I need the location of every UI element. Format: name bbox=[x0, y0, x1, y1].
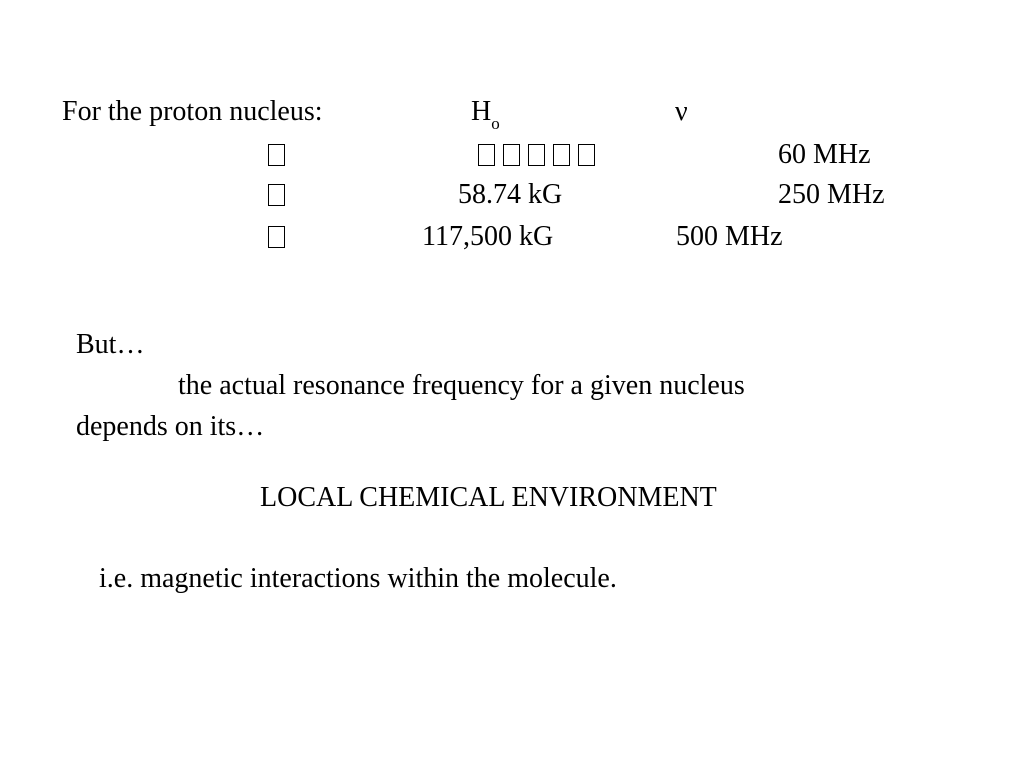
row-2-marker-icon bbox=[268, 181, 285, 209]
local-chemical-environment-heading: LOCAL CHEMICAL ENVIRONMENT bbox=[260, 482, 717, 513]
row-2-frequency: 250 MHz bbox=[778, 179, 885, 210]
row-1-field-missing-glyphs-icon bbox=[478, 141, 603, 169]
row-3-field: 117,500 kG bbox=[422, 221, 554, 252]
header-label: For the proton nucleus: bbox=[62, 96, 323, 127]
row-3-marker-icon bbox=[268, 223, 285, 251]
field-symbol bbox=[471, 96, 500, 133]
but-text: But… bbox=[76, 329, 145, 360]
row-1-frequency: 60 MHz bbox=[778, 139, 871, 170]
resonance-line-2: depends on its… bbox=[76, 411, 265, 442]
frequency-symbol: ν bbox=[675, 96, 688, 127]
row-3-frequency: 500 MHz bbox=[676, 221, 783, 252]
magnetic-interactions-note: i.e. magnetic interactions within the molecule. bbox=[99, 563, 617, 594]
field-symbol-subscript: o bbox=[491, 114, 500, 133]
field-symbol-letter: H bbox=[471, 96, 492, 127]
resonance-line-1: the actual resonance frequency for a given nucleus bbox=[178, 370, 745, 401]
row-2-field: 58.74 kG bbox=[458, 179, 563, 210]
row-1-marker-icon bbox=[268, 141, 285, 169]
